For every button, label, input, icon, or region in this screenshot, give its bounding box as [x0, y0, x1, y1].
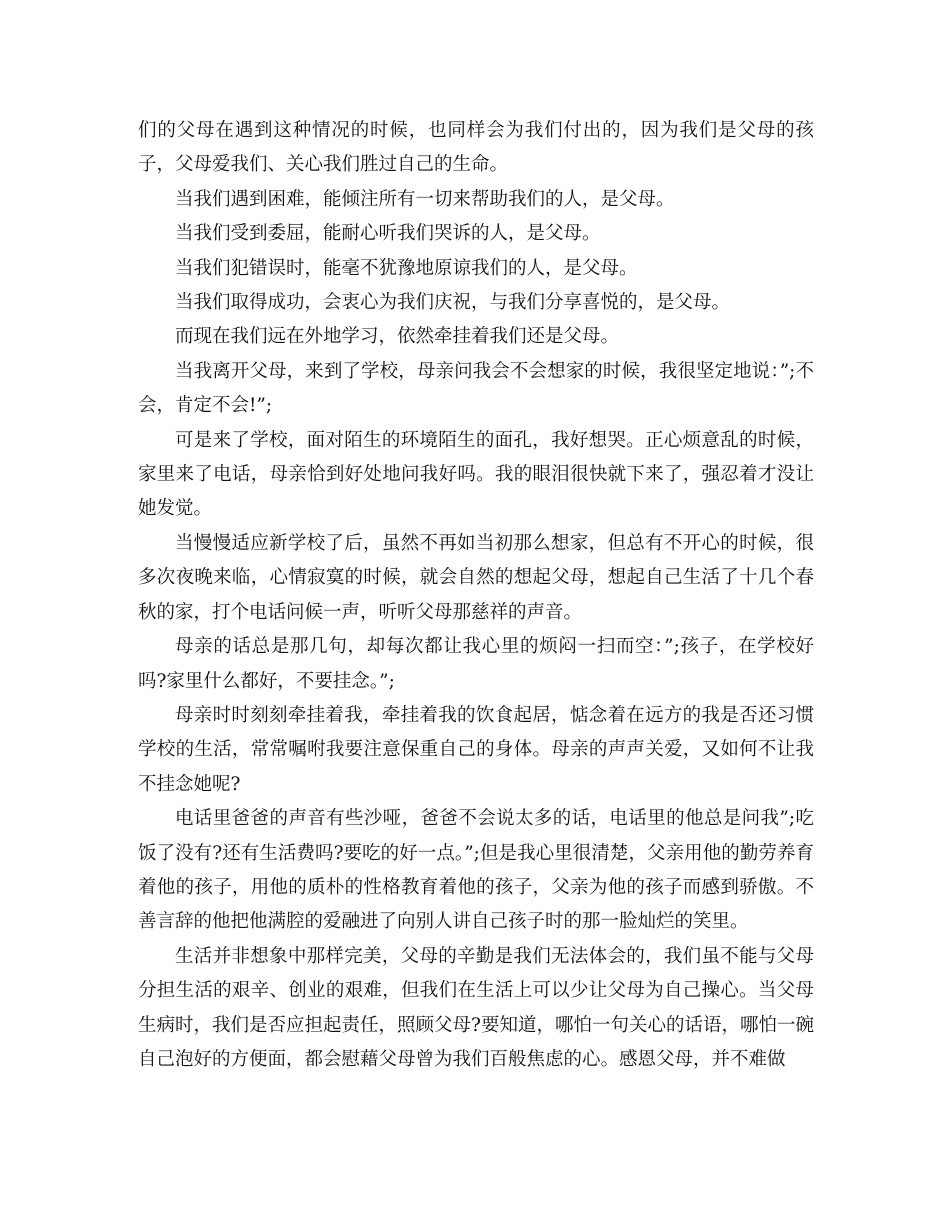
paragraph: 生活并非想象中那样完美，父母的辛勤是我们无法体会的，我们虽不能与父母分担生活的艰辛、创业的艰难，但我们在生活上可以少让父母为自己操心。当父母生病时，我们是否应担起责任，照顾父母?要知道，哪怕一句关心的话语，哪怕一碗自己泡好的方便面，都会慰藉父母曾为我们百般焦虑的心。感恩父母，并不难做	[138, 945, 814, 1070]
paragraph: 们的父母在遇到这种情况的时候，也同样会为我们付出的，因为我们是父母的孩子，父母爱我们、关心我们胜过自己的生命。	[138, 120, 814, 176]
paragraph: 母亲时时刻刻牵挂着我，牵挂着我的饮食起居，惦念着在远方的我是否还习惯学校的生活，常常嘱咐我要注意保重自己的身体。母亲的声声关爱，又如何不让我不挂念她呢?	[138, 704, 814, 795]
paragraph: 电话里爸爸的声音有些沙哑，爸爸不会说太多的话，电话里的他总是问我”;吃饭了没有?还有生活费吗?要吃的好一点。”;但是我心里很清楚，父亲用他的勤劳养育着他的孩子，用他的质朴的性格教育着他的孩子，父亲为他的孩子而感到骄傲。不善言辞的他把他满腔的爱融进了向别人讲自己孩子时的那一脸灿烂的笑里。	[138, 808, 814, 933]
paragraph: 当我们遇到困难，能倾注所有一切来帮助我们的人，是父母。	[175, 188, 675, 210]
paragraph: 而现在我们远在外地学习，依然牵挂着我们还是父母。	[175, 326, 620, 348]
paragraph: 当我们犯错误时，能毫不犹豫地原谅我们的人，是父母。	[175, 257, 638, 279]
paragraph: 可是来了学校，面对陌生的环境陌生的面孔，我好想哭。正心烦意乱的时候，家里来了电话，母亲恰到好处地问我好吗。我的眼泪很快就下来了，强忍着才没让她发觉。	[138, 429, 814, 520]
paragraph: 当我们取得成功，会衷心为我们庆祝，与我们分享喜悦的，是父母。	[175, 292, 731, 314]
paragraph: 母亲的话总是那几句，却每次都让我心里的烦闷一扫而空：”;孩子，在学校好吗?家里什么都好，不要挂念。”;	[138, 636, 814, 692]
paragraph: 当我离开父母，来到了学校，母亲问我会不会想家的时候，我很坚定地说：”;不会，肯定不会!”;	[138, 360, 814, 417]
document-body	[138, 114, 814, 1077]
paragraph: 当我们受到委屈，能耐心听我们哭诉的人，是父母。	[175, 223, 601, 245]
paragraph: 当慢慢适应新学校了后，虽然不再如当初那么想家，但总有不开心的时候，很多次夜晚来临，心情寂寞的时候，就会自然的想起父母，想起自己生活了十几个春秋的家，打个电话问候一声，听听父母那慈祥的声音。	[138, 532, 814, 623]
